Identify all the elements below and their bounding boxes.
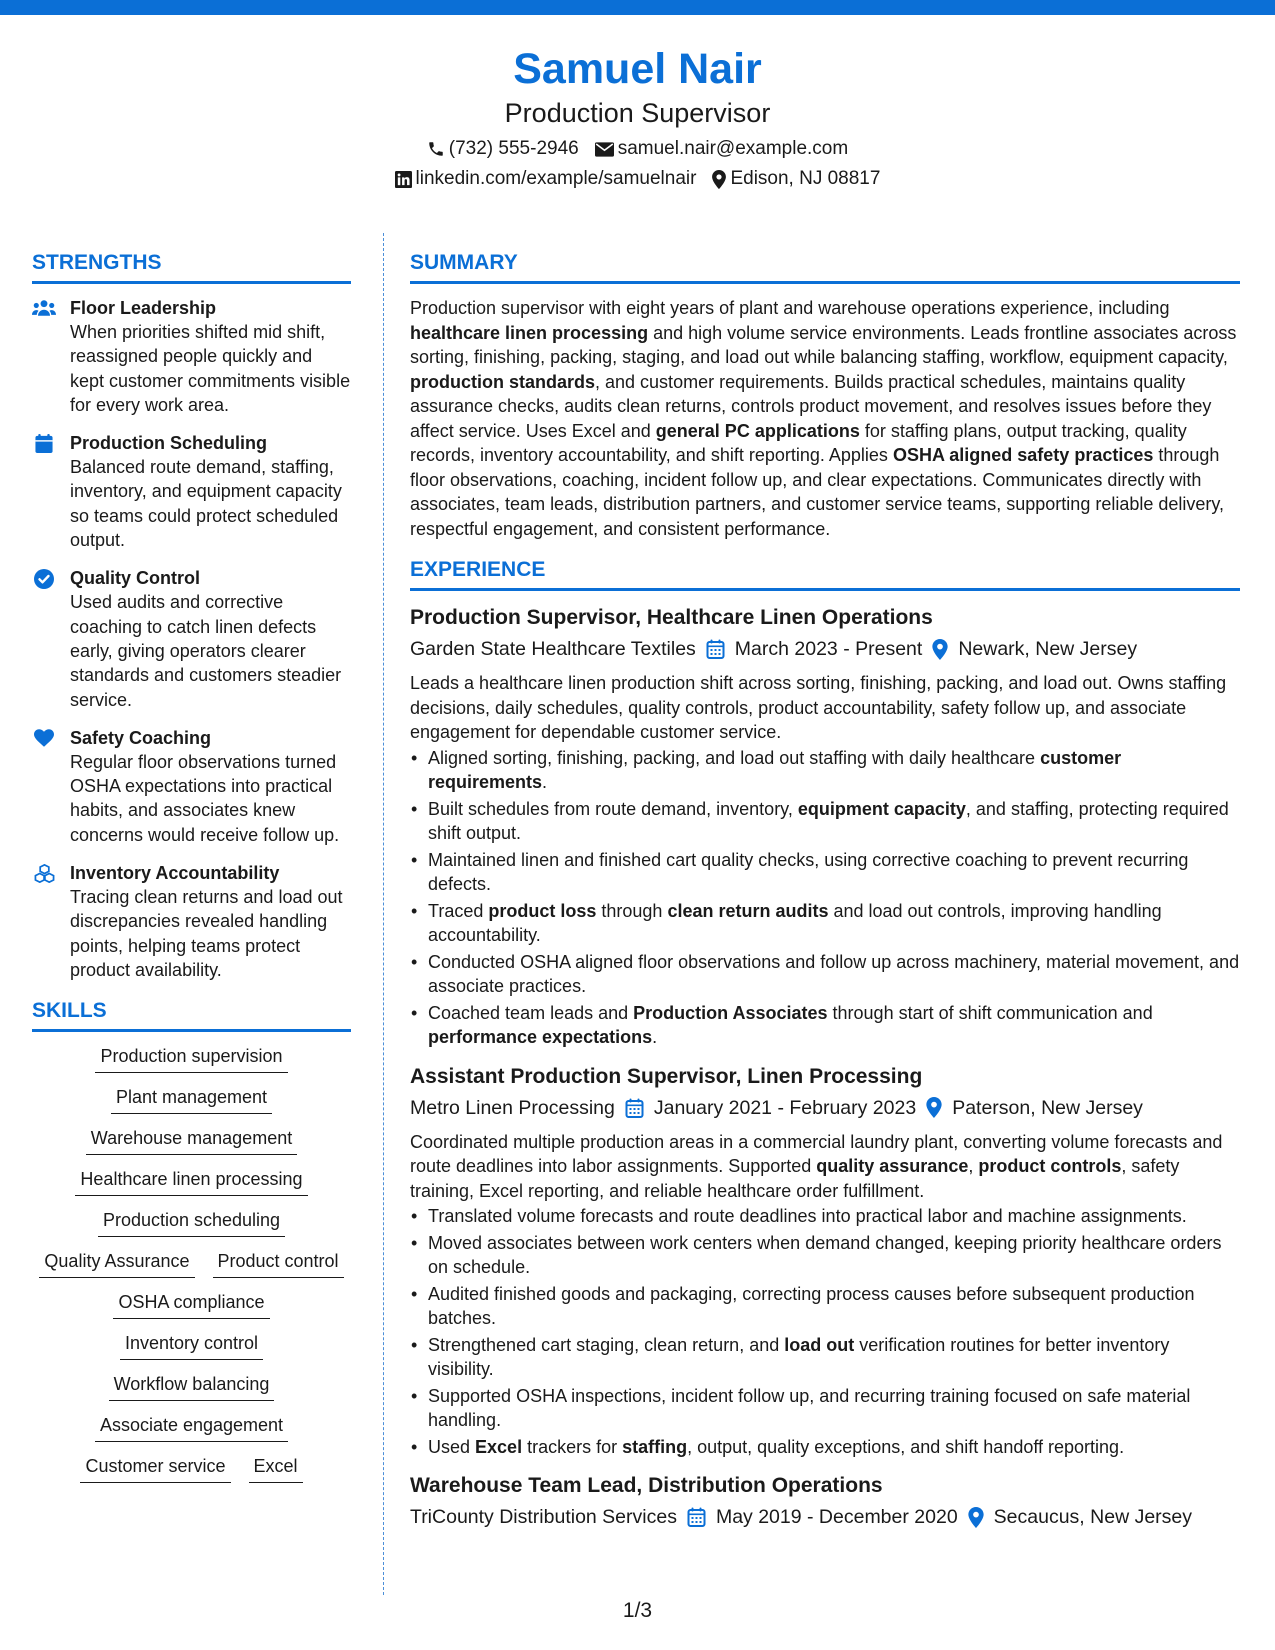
skill-row [86, 1126, 297, 1155]
candidate-name: Samuel Nair [513, 45, 762, 93]
heart-icon [32, 726, 56, 847]
dates-text: January 2021 - February 2023 [653, 1096, 917, 1119]
skill-tag: Customer service [80, 1454, 230, 1483]
job-title: Assistant Production Supervisor, Linen Processing [410, 1064, 923, 1088]
strength-description: Regular floor observations turned OSHA expectations into practical habits, and associates knew concerns would receive follow up. [70, 751, 340, 845]
bullet-item [410, 1204, 1240, 1229]
text-run: , [968, 1156, 979, 1176]
text-run: , and customer requirements. Builds practical schedules, maintains quality assurance checks, audits clean returns, controls product movement, and resolves issues before they affect service. Uses Excel and [410, 371, 1212, 441]
column-divider [383, 233, 384, 1595]
bold-phrase: Production Associates [633, 1002, 828, 1023]
text-run: Leads a healthcare linen production shift across sorting, finishing, packing, and load out. Owns staffing decisions, daily schedules, quality controls, product accountability, safety follow up, and associate engagement for dependable customer service. [410, 673, 1227, 742]
contact-email [595, 134, 849, 164]
bullet-item [410, 746, 1240, 795]
bold-phrase: load out [784, 1334, 855, 1355]
strength-body [70, 431, 351, 552]
calendar-icon [625, 1098, 644, 1118]
top-accent-bar [0, 0, 1275, 15]
strength-item [32, 566, 351, 711]
users-icon [32, 296, 56, 417]
job-dates [687, 1501, 958, 1533]
bullet-item [410, 848, 1240, 897]
skill-row [111, 1085, 272, 1114]
text-run: Strengthened cart staging, clean return, and [428, 1334, 785, 1355]
bullet-item [410, 899, 1240, 948]
strength-item [32, 431, 351, 552]
job-location [968, 1501, 1192, 1533]
text-run: Conducted OSHA aligned floor observations and follow up across machinery, material movement, and associate practices. [428, 951, 1240, 996]
text-run: and load out controls, improving handling accountability. [428, 900, 1162, 945]
text-run: Moved associates between work centers when demand changed, keeping priority healthcare orders on schedule. [428, 1232, 1222, 1277]
left-column [32, 248, 351, 1495]
text-run: through start of shift communication and [827, 1002, 1153, 1023]
strength-body [70, 296, 351, 417]
text-run: , output, quality exceptions, and shift handoff reporting. [687, 1436, 1125, 1457]
email-text: samuel.nair@example.com [617, 138, 849, 159]
phone-text: (732) 555-2946 [448, 138, 579, 159]
strength-description: Balanced route demand, staffing, inventory, and equipment capacity so teams could protect scheduled output. [70, 457, 342, 551]
company-name: Metro Linen Processing [410, 1096, 615, 1119]
bold-phrase: customer requirements [428, 747, 1122, 792]
bold-phrase: clean return audits [667, 900, 829, 921]
strength-title: Floor Leadership [70, 298, 217, 318]
location-text: Secaucus, New Jersey [993, 1506, 1193, 1528]
job-location [926, 1092, 1143, 1124]
right-column [410, 248, 1240, 1545]
job-intro [410, 671, 1240, 745]
summary-heading: SUMMARY [410, 248, 1240, 284]
text-run: Aligned sorting, finishing, packing, and load out staffing with daily healthcare [428, 747, 1041, 768]
bullet-item [410, 797, 1240, 846]
bold-phrase: production standards [410, 371, 596, 392]
text-run: Coached team leads and [428, 1002, 634, 1023]
bold-phrase: quality assurance [816, 1156, 969, 1176]
map-pin-icon [968, 1507, 984, 1528]
text-run: verification routines for better inventory visibility. [428, 1334, 1170, 1379]
page-number: 1/3 [622, 1599, 653, 1622]
dates-text: March 2023 - Present [734, 638, 923, 660]
bullet-item [410, 1435, 1240, 1460]
skill-row [95, 1413, 288, 1442]
text-run: . [542, 772, 548, 792]
text-run: trackers for [522, 1436, 623, 1457]
bullet-item [410, 1231, 1240, 1280]
job-title: Production Supervisor, Healthcare Linen Operations [410, 606, 933, 629]
text-run: Translated volume forecasts and route deadlines into practical labor and machine assignments. [428, 1206, 1187, 1226]
resume-header [0, 42, 1275, 194]
bold-phrase: healthcare linen processing [410, 322, 649, 343]
strength-body [70, 566, 351, 711]
strength-body [70, 726, 351, 847]
strength-item [32, 726, 351, 847]
skill-row [39, 1249, 343, 1278]
linkedin-text: linkedin.com/example/samuelnair [415, 168, 697, 189]
text-run: Maintained linen and finished cart quality checks, using corrective coaching to prevent recurring defects. [428, 849, 1189, 894]
summary-text [410, 296, 1240, 541]
dates-text: May 2019 - December 2020 [715, 1506, 958, 1528]
strengths-list [32, 296, 351, 982]
skill-row [95, 1044, 287, 1073]
text-run: Supported OSHA inspections, incident follow up, and recurring training focused on safe material handling. [428, 1385, 1191, 1430]
job-bullets [410, 746, 1240, 1050]
contact-location [712, 164, 880, 194]
text-run: through floor observations, coaching, incident follow up, and clear expectations. Communicates directly with associates, team leads, distribution partners, and customer service teams, supporting reliable delivery, respectful engagement, and consistent performance. [410, 445, 1225, 539]
bold-phrase: general PC applications [655, 420, 860, 441]
strength-title: Quality Control [70, 568, 200, 589]
company-name: Garden State Healthcare Textiles [410, 638, 696, 660]
strength-title: Production Scheduling [70, 433, 267, 454]
text-run: Built schedules from route demand, inventory, [428, 798, 798, 819]
bullet-item [410, 950, 1240, 999]
bold-phrase: product loss [488, 900, 597, 921]
strengths-heading: STRENGTHS [32, 248, 351, 284]
text-run: . [652, 1027, 658, 1047]
job-meta [410, 1092, 1240, 1124]
skill-row [109, 1372, 275, 1401]
skill-tag: Production scheduling [98, 1208, 285, 1237]
company-name: TriCounty Distribution Services [410, 1506, 677, 1528]
text-run: , safety training, Excel reporting, and reliable healthcare order fulfillment. [410, 1156, 1180, 1201]
skill-tag: Associate engagement [95, 1413, 288, 1442]
text-run: Coordinated multiple production areas in a commercial laundry plant, converting volume forecasts and route deadlines into labor assignments. Supported [410, 1131, 1223, 1176]
strength-title: Safety Coaching [70, 727, 212, 748]
skill-tag: Excel [249, 1454, 303, 1483]
bold-phrase: OSHA aligned safety practices [892, 445, 1154, 465]
contact-phone [427, 134, 579, 164]
strength-description: Used audits and corrective coaching to catch linen defects early, giving operators clearer standards and customers steadier service. [70, 592, 342, 710]
skill-tag: Plant management [111, 1085, 272, 1114]
calendar-icon [706, 639, 725, 659]
skill-row [75, 1167, 307, 1196]
job-title: Warehouse Team Lead, Distribution Operations [410, 1474, 883, 1497]
skills-heading: SKILLS [32, 996, 351, 1032]
location-text: Edison, NJ 08817 [730, 168, 881, 189]
skill-tag: Inventory control [120, 1331, 263, 1360]
skill-row [98, 1208, 285, 1237]
candidate-title: Production Supervisor [504, 98, 771, 128]
phone-icon [427, 140, 445, 158]
strength-body [70, 861, 351, 982]
calendar-icon [687, 1507, 706, 1527]
contact-row-1 [0, 134, 1275, 164]
skill-tag: Warehouse management [86, 1126, 297, 1155]
job-bullets [410, 1204, 1240, 1459]
bold-phrase: product controls [978, 1156, 1122, 1176]
job-location [932, 633, 1137, 665]
contact-row-2 [0, 164, 1275, 194]
map-pin-icon [926, 1097, 942, 1118]
bullet-item [410, 1333, 1240, 1382]
bold-phrase: Excel [475, 1436, 523, 1457]
text-run: for staffing plans, output tracking, quality records, inventory accountability, and shift reporting. Applies [410, 420, 1187, 465]
skill-tag: OSHA compliance [113, 1290, 269, 1319]
skill-row [120, 1331, 263, 1360]
job-entry [410, 1471, 1240, 1533]
bold-phrase: staffing [622, 1436, 688, 1457]
skill-tag: Production supervision [95, 1044, 287, 1073]
job-meta [410, 633, 1240, 665]
bullet-item [410, 1384, 1240, 1433]
text-run: Audited finished goods and packaging, correcting process causes before subsequent production batches. [428, 1283, 1195, 1328]
text-run: Production supervisor with eight years of plant and warehouse operations experience, including [410, 298, 1170, 318]
strength-title: Inventory Accountability [70, 863, 280, 884]
location-text: Paterson, New Jersey [952, 1096, 1143, 1119]
skill-row [80, 1454, 302, 1483]
text-run: through [596, 900, 668, 921]
skill-tag: Quality Assurance [39, 1249, 194, 1278]
skills-list [32, 1044, 351, 1495]
bullet-item [410, 1001, 1240, 1050]
skill-tag: Product control [213, 1249, 344, 1278]
map-pin-icon [712, 170, 726, 189]
strength-description: When priorities shifted mid shift, reassigned people quickly and kept customer commitments visible for every work area. [70, 322, 351, 415]
contact-linkedin [395, 164, 697, 194]
cubes-icon [32, 861, 56, 982]
bullet-item [410, 1282, 1240, 1331]
text-run: , and staffing, protecting required shift output. [428, 798, 1229, 843]
bold-phrase: equipment capacity [797, 798, 966, 819]
text-run: and high volume service environments. Leads frontline associates across sorting, finishing, packing, staging, and load out while balancing staffing, workflow, equipment capacity, [410, 322, 1237, 367]
bold-phrase: performance expectations [428, 1027, 653, 1047]
strength-item [32, 861, 351, 982]
linkedin-icon [395, 171, 412, 188]
job-entry [410, 603, 1240, 1050]
strength-item [32, 296, 351, 417]
skill-tag: Workflow balancing [109, 1372, 275, 1401]
strength-description: Tracing clean returns and load out discrepancies revealed handling points, helping teams protect product availability. [70, 887, 343, 980]
job-dates [625, 1092, 916, 1124]
text-run: Traced [428, 900, 489, 921]
job-intro [410, 1130, 1240, 1204]
calendar-icon [32, 431, 56, 552]
envelope-icon [595, 142, 614, 157]
text-run: Used [428, 1436, 476, 1457]
check-circle-icon [32, 566, 56, 711]
map-pin-icon [932, 639, 948, 660]
job-dates [706, 633, 923, 665]
skill-tag: Healthcare linen processing [75, 1167, 307, 1196]
experience-heading: EXPERIENCE [410, 555, 1240, 591]
skill-row [113, 1290, 269, 1319]
job-entry [410, 1062, 1240, 1460]
experience-list [410, 603, 1240, 1533]
location-text: Newark, New Jersey [958, 638, 1138, 660]
job-meta [410, 1501, 1240, 1533]
